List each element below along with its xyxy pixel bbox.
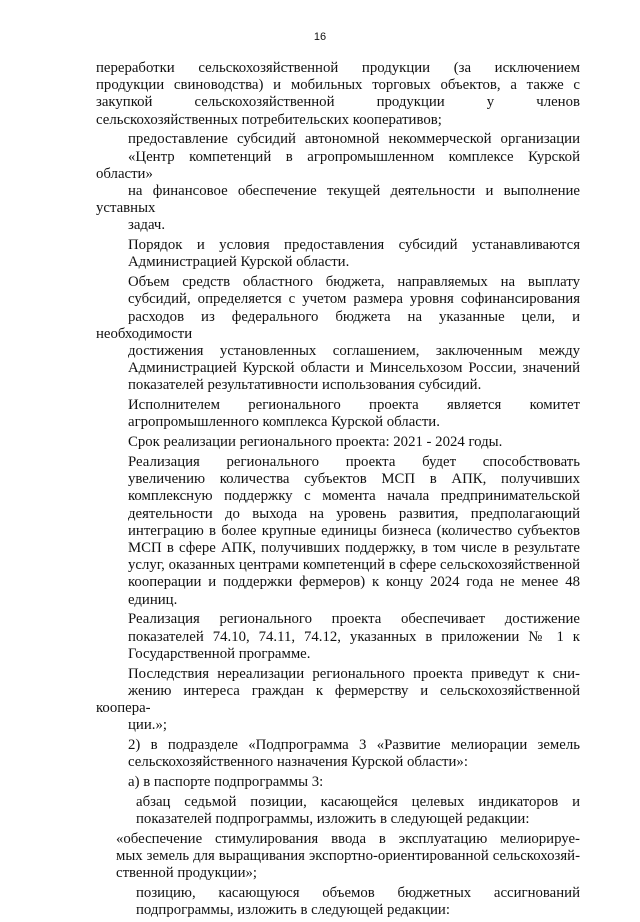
text-line: показателей 74.10, 74.11, 74.12, указанных в приложении № 1 к — [128, 628, 580, 645]
text-line: единиц. — [128, 591, 178, 608]
text-line: показателей подпрограммы, изложить в следующей редакции: — [136, 811, 530, 828]
text-line: интеграцию в более крупные единицы бизнеса (количество субъектов — [128, 522, 580, 539]
text-line: комплексную поддержку с момента начала предпринимательской — [128, 488, 580, 505]
text-line: мых земель для выращивания экспортно-ориентированной сельскохозяй- — [116, 848, 580, 865]
paragraph-p12 — [96, 794, 580, 828]
text-line: Администрацией Курской области и Минсельхозом России, значений — [128, 360, 580, 377]
text-line: предоставление субсидий автономной некоммерческой организации — [128, 131, 580, 148]
text-line: подпрограммы, изложить в следующей редакции: — [136, 902, 450, 919]
text-line: кооперации и поддержки фермеров) к концу 2024 года не менее 48 — [128, 574, 580, 591]
paragraph-p13 — [96, 831, 580, 883]
text-line: Порядок и условия предоставления субсидий устанавливаются — [128, 237, 580, 254]
paragraph-p7 — [96, 454, 580, 609]
paragraph-p2 — [96, 131, 580, 234]
text-line: на финансовое обеспечение текущей деятельности и выполнение уставных — [96, 183, 580, 217]
paragraph-p3 — [96, 237, 580, 271]
text-line: Администрацией Курской области. — [128, 254, 350, 271]
text-line: а) в паспорте подпрограммы 3: — [128, 774, 324, 791]
text-line: «обеспечение стимулирования ввода в эксплуатацию мелиорируе- — [116, 830, 580, 847]
text-line: абзац седьмой позиции, касающейся целевых индикаторов и — [136, 793, 580, 810]
text-line: задач. — [128, 217, 166, 234]
text-line: Объем средств областного бюджета, направляемых на выплату — [128, 274, 580, 291]
paragraph-p6 — [96, 434, 580, 451]
text-line: позицию, касающуюся объемов бюджетных ассигнований — [136, 885, 580, 902]
paragraph-p10 — [96, 737, 580, 771]
paragraph-p8 — [96, 611, 580, 663]
text-line: Государственной программе. — [128, 645, 311, 662]
text-line: МСП в сфере АПК, получивших поддержку, в том числе в результате — [128, 540, 580, 557]
text-line: увеличению количества субъектов МСП в АПК, получивших — [128, 471, 580, 488]
text-line: 2) в подразделе «Подпрограмма 3 «Развитие мелиорации земель — [128, 737, 580, 754]
text-line: Реализация регионального проекта обеспечивает достижение — [128, 611, 580, 628]
text-line: Исполнителем регионального проекта является комитет — [128, 397, 580, 414]
text-line: сельскохозяйственных потребительских кооперативов; — [96, 111, 442, 128]
text-line: жению интереса граждан к фермерству и сельскохозяйственной коопера- — [96, 682, 580, 717]
paragraph-p14 — [96, 885, 580, 919]
text-line: Срок реализации регионального проекта: 2021 - 2024 годы. — [128, 434, 503, 451]
text-line: Реализация регионального проекта будет способствовать — [128, 454, 580, 471]
text-line: достижения установленных соглашением, заключенным между — [128, 343, 580, 360]
text-line: переработки сельскохозяйственной продукции (за исключением — [96, 60, 580, 76]
text-line: закупкой сельскохозяйственной продукции у членов — [96, 94, 580, 111]
paragraph-p4 — [96, 274, 580, 394]
text-line: деятельности до выхода на уровень развития, предполагающий — [128, 505, 580, 522]
paragraph-p1 — [96, 60, 580, 129]
text-line: субсидий, определяется с учетом размера уровня софинансирования — [128, 291, 580, 308]
text-line: сельскохозяйственного назначения Курской области»: — [128, 754, 468, 771]
text-line: агропромышленного комплекса Курской области. — [128, 414, 440, 431]
text-line: продукции свиноводства) и мобильных торговых объектов, а также с — [96, 77, 580, 94]
text-line: ции.»; — [128, 717, 167, 734]
text-line: показателей результативности использования субсидий. — [128, 377, 482, 394]
paragraph-p11 — [96, 774, 580, 791]
text-line: «Центр компетенций в агропромышленном комплексе Курской области» — [96, 148, 580, 182]
text-line: расходов из федерального бюджета на указанные цели, и необходимости — [96, 308, 580, 342]
text-line: ственной продукции»; — [116, 865, 258, 882]
text-line: услуг, оказанных центрами компетенций в сфере сельскохозяйственной — [128, 557, 580, 574]
document-body — [96, 60, 580, 922]
text-line: Последствия нереализации регионального проекта приведут к сни- — [128, 665, 580, 682]
paragraph-p9 — [96, 666, 580, 735]
page-number: 16 — [313, 31, 327, 43]
paragraph-p5 — [96, 397, 580, 431]
